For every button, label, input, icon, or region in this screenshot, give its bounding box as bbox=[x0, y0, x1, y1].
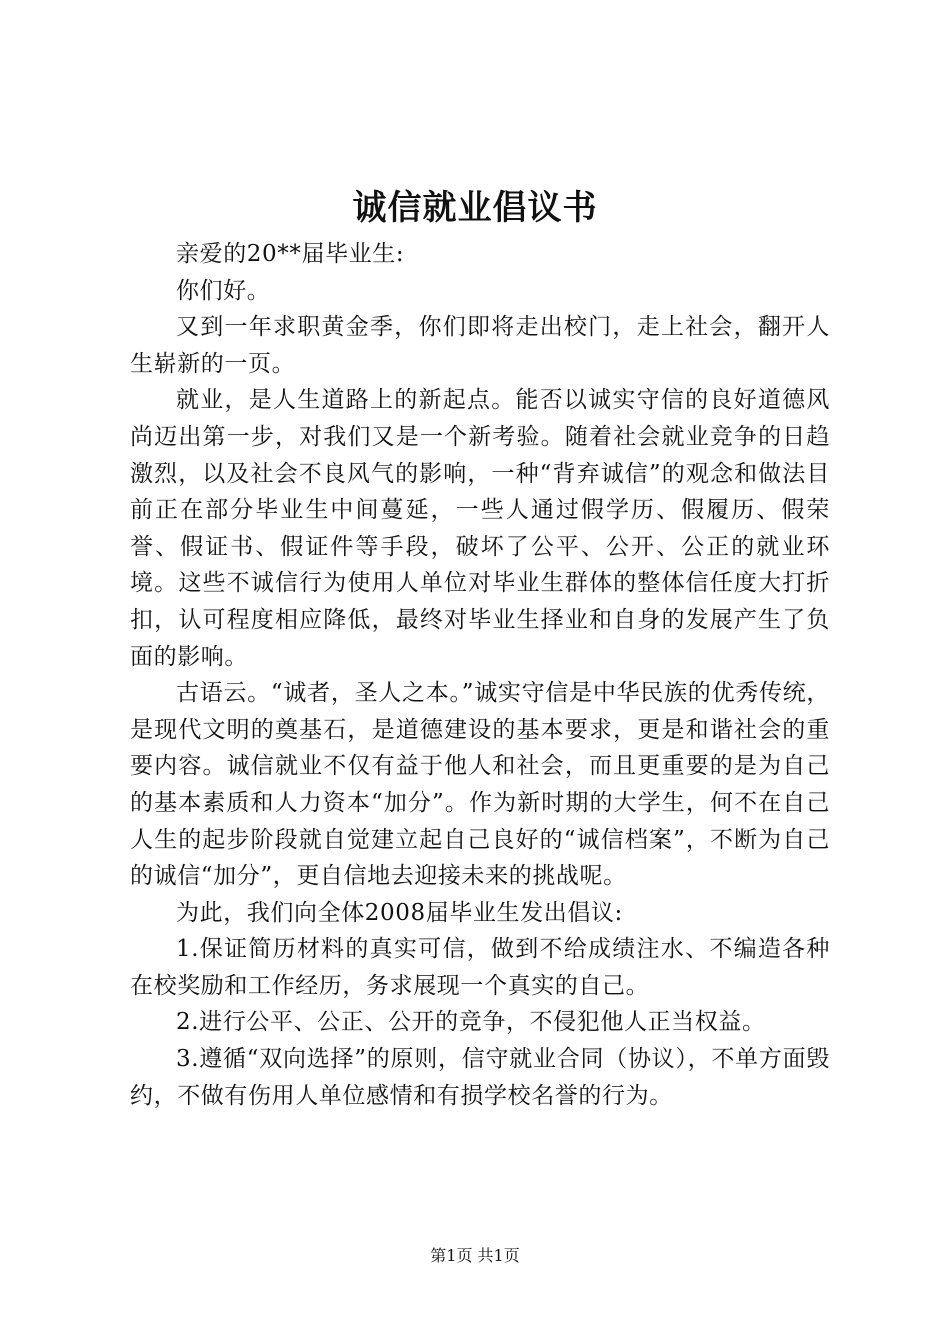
paragraph-intro: 又到一年求职黄金季，你们即将走出校门，走上社会，翻开人生崭新的一页。 bbox=[130, 314, 830, 377]
proposal-item-2: 2.进行公平、公正、公开的竞争，不侵犯他人正当权益。 bbox=[176, 1009, 766, 1036]
document-title: 诚信就业倡议书 bbox=[352, 188, 598, 228]
paragraph-ancient-saying: 古语云。“诚者，圣人之本。”诚实守信是中华民族的优秀传统，是现代文明的奠基石，是道德建设的基本要求，更是和谐社会的重要内容。诚信就业不仅有益于他人和社会，而且更重要的是为自己的基本素质和人力资本“加分”。作为新时期的大学生，何不在自己人生的起步阶段就自觉建立起自己良好的“诚信档案”，不断为自己的诚信“加分”，更自信地去迎接未来的挑战呢。 bbox=[130, 680, 830, 890]
proposal-item-1: 1.保证简历材料的真实可信，做到不给成绩注水、不编造各种在校奖励和工作经历，务求展现一个真实的自己。 bbox=[130, 936, 830, 999]
proposal-item-3: 3.遵循“双向选择”的原则，信守就业合同（协议），不单方面毁约，不做有伤用人单位感情和有损学校名誉的行为。 bbox=[130, 1046, 830, 1109]
paragraph-employment: 就业，是人生道路上的新起点。能否以诚实守信的良好道德风尚迈出第一步，对我们又是一个新考验。随着社会就业竞争的日趋激烈，以及社会不良风气的影响，一种“背弃诚信”的观念和做法目前正在部分毕业生中间蔓延，一些人通过假学历、假履历、假荣誉、假证书、假证件等手段，破坏了公平、公开、公正的就业环境。这些不诚信行为使用人单位对毕业生群体的整体信任度大打折扣，认可程度相应降低，最终对毕业生择业和自身的发展产生了负面的影响。 bbox=[130, 387, 830, 670]
greeting: 你们好。 bbox=[176, 277, 271, 304]
document-body bbox=[130, 236, 830, 1114]
salutation: 亲爱的20**届毕业生: bbox=[176, 241, 405, 267]
page-number-footer: 第1页 共1页 bbox=[430, 1246, 520, 1265]
paragraph-proposal-intro: 为此，我们向全体2008届毕业生发出倡议: bbox=[176, 899, 623, 926]
